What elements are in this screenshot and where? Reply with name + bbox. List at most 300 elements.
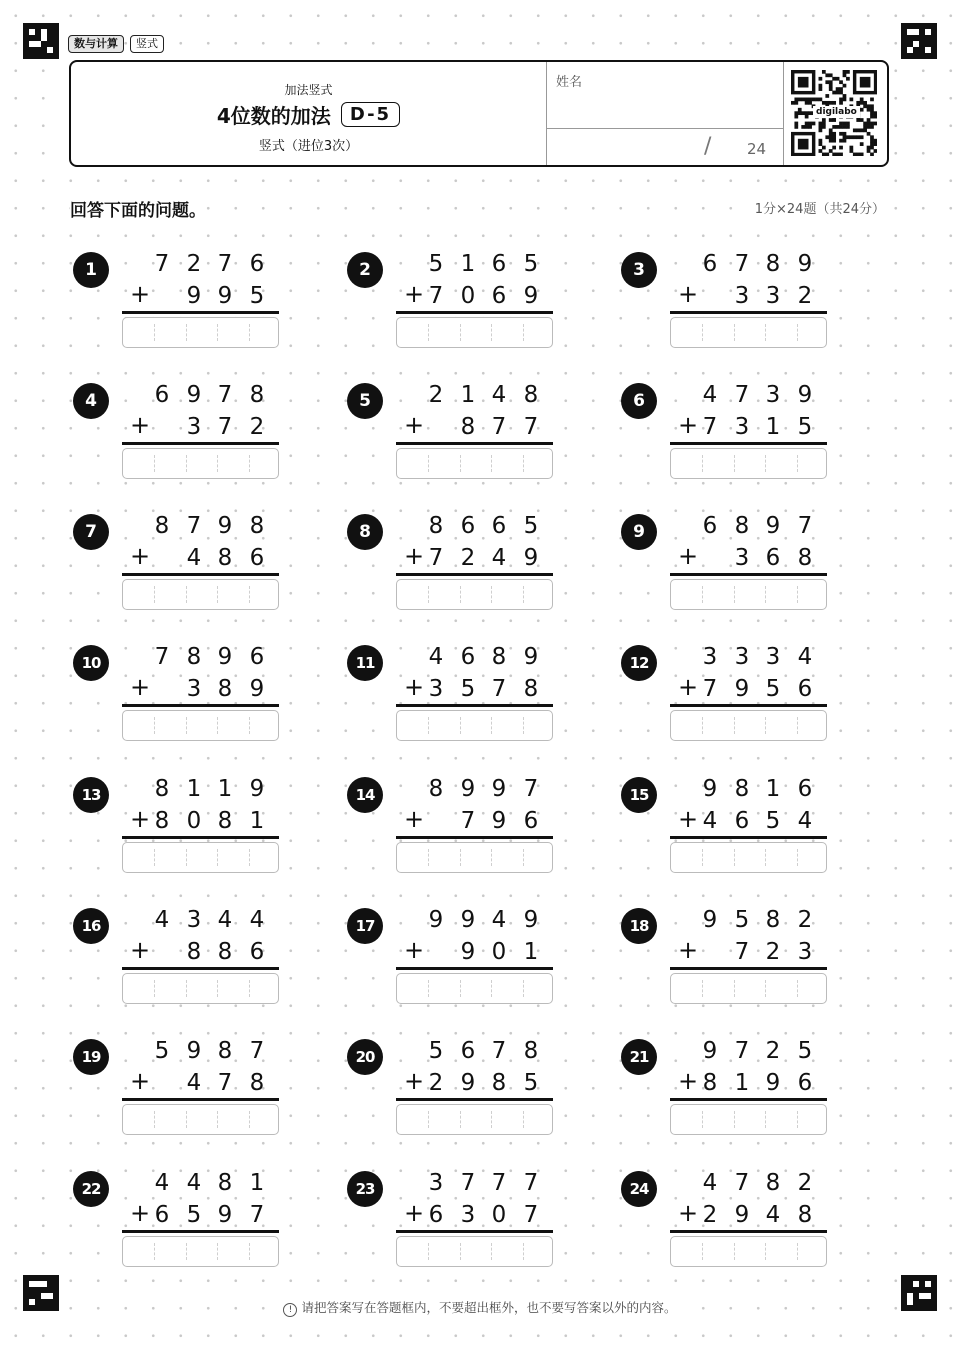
addend2-digit: 9 xyxy=(186,283,202,309)
digit-separator xyxy=(734,1243,735,1260)
sum-line xyxy=(670,967,827,970)
sum-line xyxy=(670,1230,827,1233)
digit-separator xyxy=(428,1243,429,1260)
sum-line xyxy=(122,1230,279,1233)
problem-6 xyxy=(621,382,861,504)
addend2-digit: 9 xyxy=(523,283,539,309)
addend1-digit: 5 xyxy=(154,1038,170,1064)
addend1-digit: 2 xyxy=(797,907,813,933)
digit-separator xyxy=(491,324,492,341)
problem-2 xyxy=(347,251,587,373)
problem-7 xyxy=(73,513,313,635)
title-area xyxy=(71,62,546,165)
worksheet-header xyxy=(69,60,889,167)
digit-separator xyxy=(217,324,218,341)
digit-separator xyxy=(428,980,429,997)
digit-separator xyxy=(154,1111,155,1128)
addend1-digit: 3 xyxy=(734,644,750,670)
plus-sign: + xyxy=(403,280,425,308)
addend1-digit: 8 xyxy=(154,776,170,802)
digit-separator xyxy=(249,455,250,472)
addend1-digit: 9 xyxy=(765,513,781,539)
answer-box[interactable] xyxy=(670,317,827,348)
digit-separator xyxy=(249,586,250,603)
addend1-digit: 3 xyxy=(765,644,781,670)
addend1-digit: 8 xyxy=(217,1038,233,1064)
digit-separator xyxy=(702,849,703,866)
addend1-digit: 4 xyxy=(702,1170,718,1196)
digit-separator xyxy=(491,980,492,997)
addend2-digit: 5 xyxy=(765,808,781,834)
digit-separator xyxy=(491,1243,492,1260)
addend1-digit: 4 xyxy=(186,1170,202,1196)
addend1-digit: 3 xyxy=(765,382,781,408)
problem-23 xyxy=(347,1170,587,1292)
digit-separator xyxy=(797,980,798,997)
sum-line xyxy=(396,573,553,576)
addend1-digit: 7 xyxy=(186,513,202,539)
sum-line xyxy=(670,836,827,839)
addend2-digit: 7 xyxy=(460,808,476,834)
addend1-digit: 2 xyxy=(428,382,444,408)
addend1-digit: 2 xyxy=(765,1038,781,1064)
addend2-digit: 0 xyxy=(186,808,202,834)
addend1-digit: 9 xyxy=(249,776,265,802)
problem-number-badge: 19 xyxy=(73,1039,109,1075)
problem-number-badge: 2 xyxy=(347,252,383,288)
plus-sign: + xyxy=(403,1067,425,1095)
digit-separator xyxy=(460,586,461,603)
addend1-digit: 3 xyxy=(186,907,202,933)
digit-separator xyxy=(523,980,524,997)
addend1-digit: 6 xyxy=(702,513,718,539)
addend2-digit: 4 xyxy=(702,808,718,834)
addend2-digit: 3 xyxy=(734,283,750,309)
digit-separator xyxy=(765,717,766,734)
addend2-digit: 6 xyxy=(797,676,813,702)
worksheet-subtitle: 加法竖式 xyxy=(284,83,333,97)
digit-separator xyxy=(186,1111,187,1128)
addend2-digit: 1 xyxy=(765,414,781,440)
addend1-digit: 5 xyxy=(734,907,750,933)
problem-11 xyxy=(347,644,587,766)
addend1-digit: 3 xyxy=(702,644,718,670)
addend2-digit: 7 xyxy=(734,939,750,965)
digit-separator xyxy=(523,849,524,866)
addend1-digit: 7 xyxy=(491,1038,507,1064)
answer-box[interactable] xyxy=(670,448,827,479)
plus-sign: + xyxy=(129,542,151,570)
answer-box[interactable] xyxy=(396,448,553,479)
digit-separator xyxy=(491,586,492,603)
addend2-digit: 3 xyxy=(734,414,750,440)
problem-5 xyxy=(347,382,587,504)
worksheet-description: 竖式（进位3次） xyxy=(258,139,359,154)
category-tags xyxy=(68,35,164,53)
addend1-digit: 7 xyxy=(154,251,170,277)
plus-sign: + xyxy=(129,1067,151,1095)
plus-sign: + xyxy=(403,673,425,701)
problem-number-badge: 12 xyxy=(621,645,657,681)
plus-sign: + xyxy=(677,542,699,570)
corner-marker-top-left xyxy=(23,23,59,59)
answer-box[interactable] xyxy=(670,1104,827,1135)
digit-separator xyxy=(702,980,703,997)
name-score-area xyxy=(546,62,784,165)
answer-box[interactable] xyxy=(122,710,279,741)
answer-box[interactable] xyxy=(670,710,827,741)
plus-sign: + xyxy=(677,280,699,308)
digit-separator xyxy=(523,324,524,341)
problem-18 xyxy=(621,907,861,1029)
answer-box[interactable] xyxy=(670,842,827,873)
addend1-digit: 6 xyxy=(702,251,718,277)
addend2-digit: 8 xyxy=(797,1202,813,1228)
digit-separator xyxy=(249,1111,250,1128)
sum-line xyxy=(396,967,553,970)
answer-box[interactable] xyxy=(670,973,827,1004)
sum-line xyxy=(122,704,279,707)
info-icon: ! xyxy=(283,1303,297,1317)
addend1-digit: 7 xyxy=(460,1170,476,1196)
addend1-digit: 9 xyxy=(186,382,202,408)
digit-separator xyxy=(765,1111,766,1128)
problem-21 xyxy=(621,1038,861,1160)
plus-sign: + xyxy=(129,1199,151,1227)
digit-separator xyxy=(154,849,155,866)
problem-number-badge: 9 xyxy=(621,514,657,550)
addend1-digit: 9 xyxy=(523,907,539,933)
addend2-digit: 3 xyxy=(460,1202,476,1228)
addend2-digit: 8 xyxy=(186,939,202,965)
addend2-digit: 8 xyxy=(217,545,233,571)
digit-separator xyxy=(186,455,187,472)
footer-text: 请把答案写在答题框内，不要超出框外，也不要写答案以外的内容。 xyxy=(301,1300,677,1315)
answer-box[interactable] xyxy=(396,317,553,348)
addend1-digit: 9 xyxy=(428,907,444,933)
digit-separator xyxy=(491,1111,492,1128)
addend2-digit: 6 xyxy=(765,545,781,571)
answer-box[interactable] xyxy=(396,842,553,873)
addend1-digit: 4 xyxy=(217,907,233,933)
addend2-digit: 2 xyxy=(428,1070,444,1096)
digit-separator xyxy=(523,586,524,603)
addend1-digit: 5 xyxy=(428,251,444,277)
worksheet-code-badge: D-5 xyxy=(341,102,400,127)
digit-separator xyxy=(702,1243,703,1260)
addend1-digit: 9 xyxy=(186,1038,202,1064)
addend1-digit: 8 xyxy=(249,513,265,539)
plus-sign: + xyxy=(129,805,151,833)
addend1-digit: 9 xyxy=(702,907,718,933)
addend2-digit: 4 xyxy=(186,1070,202,1096)
problem-10 xyxy=(73,644,313,766)
addend2-digit: 6 xyxy=(523,808,539,834)
plus-sign: + xyxy=(677,1199,699,1227)
addend2-digit: 2 xyxy=(249,414,265,440)
addend1-digit: 8 xyxy=(765,907,781,933)
addend1-digit: 9 xyxy=(491,776,507,802)
answer-box[interactable] xyxy=(122,973,279,1004)
plus-sign: + xyxy=(403,411,425,439)
worksheet-title: 4位数的加法 xyxy=(216,104,331,128)
sum-line xyxy=(670,573,827,576)
addend1-digit: 7 xyxy=(217,251,233,277)
digit-separator xyxy=(217,1111,218,1128)
plus-sign: + xyxy=(129,411,151,439)
addend2-digit: 8 xyxy=(217,939,233,965)
addend2-digit: 1 xyxy=(734,1070,750,1096)
addend2-digit: 4 xyxy=(765,1202,781,1228)
digit-separator xyxy=(460,980,461,997)
addend1-digit: 9 xyxy=(460,907,476,933)
addend1-digit: 9 xyxy=(460,776,476,802)
addend1-digit: 4 xyxy=(428,644,444,670)
answer-box[interactable] xyxy=(396,1104,553,1135)
digit-separator xyxy=(734,717,735,734)
problem-12 xyxy=(621,644,861,766)
digit-separator xyxy=(217,849,218,866)
digit-separator xyxy=(217,980,218,997)
problem-number-badge: 13 xyxy=(73,777,109,813)
addend1-digit: 4 xyxy=(154,1170,170,1196)
addend1-digit: 6 xyxy=(460,644,476,670)
addend1-digit: 7 xyxy=(734,382,750,408)
addend2-digit: 7 xyxy=(249,1202,265,1228)
sum-line xyxy=(396,442,553,445)
digit-separator xyxy=(428,849,429,866)
problem-3 xyxy=(621,251,861,373)
points-text: 1分×24题（共24分） xyxy=(755,198,885,217)
addend2-digit: 9 xyxy=(249,676,265,702)
answer-box[interactable] xyxy=(122,1104,279,1135)
digit-separator xyxy=(154,717,155,734)
digit-separator xyxy=(734,1111,735,1128)
addend1-digit: 9 xyxy=(702,776,718,802)
addend2-digit: 2 xyxy=(460,545,476,571)
problem-number-badge: 5 xyxy=(347,383,383,419)
plus-sign: + xyxy=(403,805,425,833)
addend1-digit: 4 xyxy=(491,907,507,933)
problem-number-badge: 3 xyxy=(621,252,657,288)
addend1-digit: 1 xyxy=(765,776,781,802)
addend2-digit: 8 xyxy=(523,676,539,702)
digit-separator xyxy=(249,717,250,734)
plus-sign: + xyxy=(403,542,425,570)
digit-separator xyxy=(702,455,703,472)
problem-number-badge: 18 xyxy=(621,908,657,944)
digit-separator xyxy=(797,849,798,866)
digit-separator xyxy=(428,324,429,341)
digit-separator xyxy=(797,1243,798,1260)
addend2-digit: 3 xyxy=(734,545,750,571)
digit-separator xyxy=(765,1243,766,1260)
addend1-digit: 7 xyxy=(249,1038,265,1064)
tag-number-calculation: 数与计算 xyxy=(68,35,124,53)
addend2-digit: 7 xyxy=(702,676,718,702)
addend1-digit: 8 xyxy=(765,1170,781,1196)
addend1-digit: 1 xyxy=(460,382,476,408)
addend2-digit: 8 xyxy=(797,545,813,571)
addend1-digit: 6 xyxy=(797,776,813,802)
answer-box[interactable] xyxy=(122,579,279,610)
answer-box[interactable] xyxy=(670,1236,827,1267)
sum-line xyxy=(396,1098,553,1101)
addend2-digit: 6 xyxy=(797,1070,813,1096)
instruction-text: 回答下面的问题。 xyxy=(70,196,206,221)
sum-line xyxy=(396,1230,553,1233)
addend1-digit: 1 xyxy=(217,776,233,802)
digit-separator xyxy=(734,849,735,866)
addend2-digit: 9 xyxy=(523,545,539,571)
addend1-digit: 6 xyxy=(154,382,170,408)
score-total: 24 xyxy=(747,140,767,158)
problem-number-badge: 14 xyxy=(347,777,383,813)
digit-separator xyxy=(249,324,250,341)
addend2-digit: 3 xyxy=(186,676,202,702)
addend1-digit: 5 xyxy=(523,251,539,277)
addend1-digit: 8 xyxy=(154,513,170,539)
addend2-digit: 0 xyxy=(491,1202,507,1228)
addend2-digit: 7 xyxy=(523,414,539,440)
problem-13 xyxy=(73,776,313,898)
digit-separator xyxy=(428,1111,429,1128)
addend1-digit: 2 xyxy=(797,1170,813,1196)
addend1-digit: 4 xyxy=(797,644,813,670)
addend1-digit: 8 xyxy=(734,513,750,539)
addend2-digit: 2 xyxy=(765,939,781,965)
digit-separator xyxy=(491,455,492,472)
digit-separator xyxy=(217,717,218,734)
addend1-digit: 4 xyxy=(491,382,507,408)
answer-box[interactable] xyxy=(396,1236,553,1267)
tag-vertical-form: 竖式 xyxy=(130,35,164,53)
answer-box[interactable] xyxy=(122,448,279,479)
problem-1 xyxy=(73,251,313,373)
sum-line xyxy=(396,836,553,839)
digit-separator xyxy=(249,849,250,866)
addend2-digit: 8 xyxy=(217,676,233,702)
qr-code xyxy=(791,70,877,156)
addend2-digit: 5 xyxy=(460,676,476,702)
digit-separator xyxy=(460,455,461,472)
digit-separator xyxy=(186,324,187,341)
addend2-digit: 5 xyxy=(523,1070,539,1096)
addend2-digit: 0 xyxy=(491,939,507,965)
plus-sign: + xyxy=(129,936,151,964)
problem-number-badge: 8 xyxy=(347,514,383,550)
addend2-digit: 5 xyxy=(186,1202,202,1228)
sum-line xyxy=(670,704,827,707)
sum-line xyxy=(122,1098,279,1101)
addend1-digit: 9 xyxy=(797,251,813,277)
problem-number-badge: 20 xyxy=(347,1039,383,1075)
addend1-digit: 8 xyxy=(249,382,265,408)
addend2-digit: 6 xyxy=(491,283,507,309)
answer-box[interactable] xyxy=(122,317,279,348)
addend2-digit: 1 xyxy=(249,808,265,834)
digit-separator xyxy=(460,717,461,734)
addend1-digit: 4 xyxy=(702,382,718,408)
answer-box[interactable] xyxy=(122,842,279,873)
addend1-digit: 6 xyxy=(491,251,507,277)
plus-sign: + xyxy=(677,936,699,964)
plus-sign: + xyxy=(677,673,699,701)
digit-separator xyxy=(797,586,798,603)
addend2-digit: 9 xyxy=(734,1202,750,1228)
digit-separator xyxy=(797,717,798,734)
addend1-digit: 7 xyxy=(523,776,539,802)
answer-box[interactable] xyxy=(670,579,827,610)
sum-line xyxy=(670,311,827,314)
answer-box[interactable] xyxy=(396,973,553,1004)
addend1-digit: 3 xyxy=(428,1170,444,1196)
answer-box[interactable] xyxy=(396,579,553,610)
sum-line xyxy=(396,704,553,707)
problem-number-badge: 7 xyxy=(73,514,109,550)
sum-line xyxy=(122,442,279,445)
answer-box[interactable] xyxy=(396,710,553,741)
addend2-digit: 6 xyxy=(734,808,750,834)
problem-8 xyxy=(347,513,587,635)
digit-separator xyxy=(154,586,155,603)
title-row xyxy=(71,100,546,129)
digit-separator xyxy=(734,455,735,472)
addend1-digit: 5 xyxy=(428,1038,444,1064)
digit-separator xyxy=(797,324,798,341)
addend2-digit: 9 xyxy=(460,939,476,965)
addend2-digit: 3 xyxy=(428,676,444,702)
digit-separator xyxy=(702,586,703,603)
addend1-digit: 7 xyxy=(734,251,750,277)
sum-line xyxy=(122,836,279,839)
addend1-digit: 9 xyxy=(702,1038,718,1064)
addend1-digit: 7 xyxy=(523,1170,539,1196)
digit-separator xyxy=(460,324,461,341)
footer-note xyxy=(0,1298,960,1317)
addend2-digit: 6 xyxy=(249,545,265,571)
problem-9 xyxy=(621,513,861,635)
problem-number-badge: 10 xyxy=(73,645,109,681)
addend2-digit: 5 xyxy=(249,283,265,309)
problem-number-badge: 1 xyxy=(73,252,109,288)
addend1-digit: 8 xyxy=(428,776,444,802)
problem-20 xyxy=(347,1038,587,1160)
addend2-digit: 8 xyxy=(702,1070,718,1096)
digit-separator xyxy=(491,717,492,734)
addend1-digit: 1 xyxy=(460,251,476,277)
addend1-digit: 9 xyxy=(523,644,539,670)
addend1-digit: 8 xyxy=(523,1038,539,1064)
plus-sign: + xyxy=(129,673,151,701)
addend1-digit: 9 xyxy=(217,644,233,670)
addend2-digit: 7 xyxy=(217,1070,233,1096)
digit-separator xyxy=(460,1111,461,1128)
addend2-digit: 8 xyxy=(249,1070,265,1096)
addend1-digit: 8 xyxy=(734,776,750,802)
addend1-digit: 8 xyxy=(186,644,202,670)
answer-box[interactable] xyxy=(122,1236,279,1267)
digit-separator xyxy=(523,1111,524,1128)
addend1-digit: 4 xyxy=(154,907,170,933)
problem-17 xyxy=(347,907,587,1029)
digit-separator xyxy=(765,980,766,997)
addend2-digit: 0 xyxy=(460,283,476,309)
addend1-digit: 8 xyxy=(217,1170,233,1196)
addend1-digit: 8 xyxy=(523,382,539,408)
sum-line xyxy=(670,1098,827,1101)
addend2-digit: 6 xyxy=(428,1202,444,1228)
